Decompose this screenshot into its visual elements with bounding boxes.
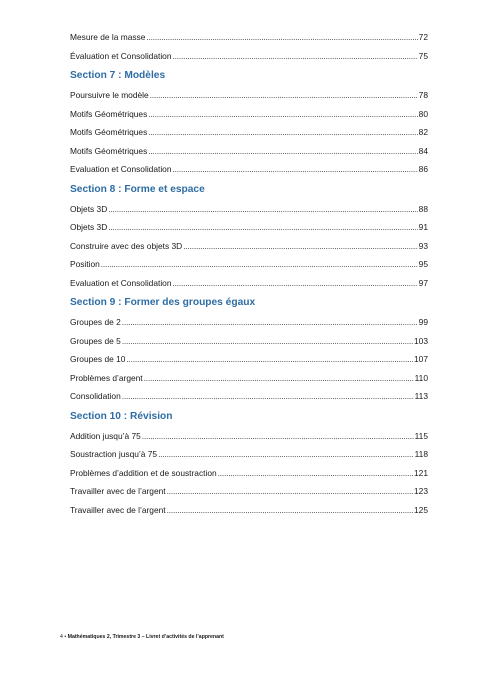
dot-leader	[148, 123, 417, 142]
toc-entry-page: 110	[414, 372, 428, 383]
toc-entry-page: 113	[414, 391, 428, 401]
dot-leader	[167, 501, 413, 520]
section-heading: Section 10 : Révision	[70, 410, 173, 422]
dot-leader	[150, 86, 418, 105]
dot-leader	[108, 218, 417, 237]
toc-entry[interactable]	[70, 218, 428, 237]
toc-entry-title: Evaluation et Consolidation	[70, 277, 172, 288]
toc-entry-title: Groupes de 5	[70, 335, 121, 346]
toc-entry-page: 82	[418, 127, 428, 137]
toc-entry-title: Poursuivre le modèle	[70, 90, 149, 100]
toc-entry-page: 72	[418, 32, 428, 42]
dot-leader	[101, 255, 418, 274]
toc-entry-page: 93	[418, 240, 428, 251]
toc-entry-title: Travailler avec de l’argent	[70, 504, 166, 515]
toc-entry[interactable]	[70, 142, 428, 161]
toc-entry[interactable]	[70, 200, 428, 219]
section-heading: Section 8 : Forme et espace	[70, 183, 205, 195]
toc-entry-page: 123	[414, 486, 428, 496]
toc-entry-page: 121	[414, 467, 428, 478]
toc-entry-page: 91	[418, 222, 428, 232]
toc-entry-page: 78	[418, 90, 428, 100]
toc-entry-page: 99	[418, 317, 428, 327]
toc-entry[interactable]	[70, 28, 428, 47]
toc-entry-page: 95	[418, 259, 428, 269]
toc-entry-title: Objets 3D	[70, 203, 108, 214]
dot-leader	[122, 387, 414, 406]
toc-entry-title: Mesure de la masse	[70, 32, 146, 42]
toc-entry[interactable]	[70, 445, 428, 464]
toc-entry-page: 125	[414, 504, 428, 515]
dot-leader	[146, 28, 417, 47]
toc-entry-title: Motifs Géométriques	[70, 108, 148, 119]
toc-entry[interactable]	[70, 274, 428, 293]
toc-entry-title: Objets 3D	[70, 222, 108, 232]
section-heading: Section 7 : Modèles	[70, 70, 166, 81]
toc-entry[interactable]	[70, 427, 428, 446]
dot-leader	[122, 313, 418, 332]
dot-leader	[183, 237, 417, 256]
toc-entry-title: Problèmes d’argent	[70, 372, 143, 383]
footer-title: Mathématiques 2, Trimestre 3 – Livret d’activités de l’apprenant	[67, 634, 224, 640]
dot-leader	[148, 142, 417, 161]
toc-entry-title: Soustraction jusqu’à 75	[70, 449, 158, 459]
toc-entry[interactable]	[70, 105, 428, 124]
toc-entry-page: 107	[414, 354, 428, 364]
toc-entry-title: Consolidation	[70, 391, 121, 401]
toc-entry-title: Motifs Géométriques	[70, 127, 148, 137]
toc-entry[interactable]	[70, 369, 428, 388]
toc-entry[interactable]	[70, 332, 428, 351]
dot-leader	[126, 350, 413, 369]
toc-entry-title: Groupes de 2	[70, 317, 121, 327]
toc-entry[interactable]	[70, 160, 428, 179]
toc-entry[interactable]	[70, 313, 428, 332]
dot-leader	[173, 274, 418, 293]
toc-entry[interactable]	[70, 387, 428, 406]
toc-entry-page: 115	[414, 430, 428, 441]
dot-leader	[144, 369, 414, 388]
toc-entry-title: Position	[70, 259, 100, 269]
toc-entry-title: Problèmes d’addition et de soustraction	[70, 467, 217, 478]
toc-entry-page: 75	[418, 50, 428, 61]
toc-entry-page: 88	[418, 203, 428, 214]
toc-entry[interactable]	[70, 47, 428, 66]
toc-entry[interactable]	[70, 237, 428, 256]
toc-entry-title: Évaluation et Consolidation	[70, 50, 172, 61]
section-heading: Section 9 : Former des groupes égaux	[70, 297, 256, 308]
toc-entry[interactable]	[70, 464, 428, 483]
dot-leader	[158, 445, 414, 464]
toc-entry[interactable]	[70, 123, 428, 142]
dot-leader	[173, 47, 418, 66]
dot-leader	[167, 482, 413, 501]
table-of-contents	[70, 28, 428, 519]
toc-entry-page: 84	[418, 145, 428, 156]
dot-leader	[218, 464, 413, 483]
toc-entry[interactable]	[70, 350, 428, 369]
toc-entry-title: Construire avec des objets 3D	[70, 240, 183, 251]
toc-entry-title: Evaluation et Consolidation	[70, 164, 172, 174]
toc-entry[interactable]	[70, 482, 428, 501]
toc-entry[interactable]	[70, 501, 428, 520]
toc-entry[interactable]	[70, 255, 428, 274]
toc-entry-page: 97	[418, 277, 428, 288]
toc-entry-page: 103	[414, 335, 428, 346]
toc-entry-title: Motifs Géométriques	[70, 145, 148, 156]
toc-entry-title: Groupes de 10	[70, 354, 126, 364]
toc-entry[interactable]	[70, 86, 428, 105]
toc-entry-page: 80	[418, 108, 428, 119]
footer-separator: •	[64, 634, 67, 640]
toc-entry-page: 118	[414, 449, 428, 459]
dot-leader	[148, 105, 417, 124]
dot-leader	[142, 427, 414, 446]
dot-leader	[122, 332, 413, 351]
dot-leader	[173, 160, 418, 179]
toc-entry-title: Addition jusqu’à 75	[70, 430, 141, 441]
toc-entry-page: 86	[418, 164, 428, 174]
dot-leader	[108, 200, 417, 219]
toc-entry-title: Travailler avec de l’argent	[70, 486, 166, 496]
page-footer	[60, 634, 224, 640]
footer-page-number: 4	[60, 634, 63, 640]
